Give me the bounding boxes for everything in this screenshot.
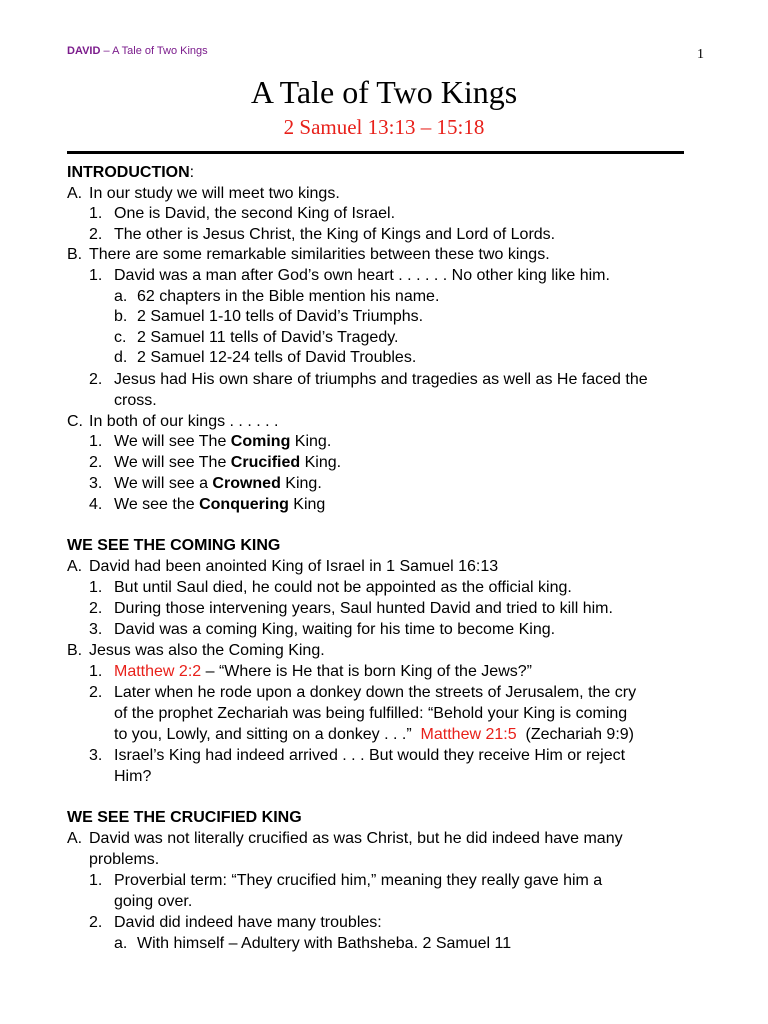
item-text: The other is Jesus Christ, the King of Kings and Lord of Lords.	[114, 226, 556, 243]
item-label: 1.	[89, 663, 103, 680]
item-text-pre: We will see a	[114, 475, 213, 492]
outline-item	[89, 473, 322, 494]
title-rule	[67, 151, 684, 154]
item-text: In our study we will meet two kings.	[89, 185, 340, 202]
item-text: Later when he rode upon a donkey down the streets of Jerusalem, the cry	[114, 684, 637, 701]
outline-item	[114, 286, 439, 307]
outline-item	[89, 452, 341, 473]
outline-continuation: problems.	[89, 851, 160, 868]
item-text-bold: Crucified	[230, 454, 301, 471]
item-text-pre: We will see The	[114, 433, 231, 450]
item-text: David had been anointed King of Israel in 1 Samuel 16:13	[89, 558, 499, 575]
outline-item	[89, 598, 613, 619]
item-text-post: King.	[300, 454, 342, 471]
item-text: David did indeed have many troubles:	[114, 914, 382, 931]
item-label: a.	[114, 288, 128, 305]
item-text: – “Where is He that is born King of the Jews?”	[201, 663, 532, 680]
item-text-bold: Conquering	[199, 496, 289, 513]
item-text: But until Saul died, he could not be appointed as the official king.	[114, 579, 572, 596]
item-text: There are some remarkable similarities between these two kings.	[89, 246, 550, 263]
item-text: Israel’s King had indeed arrived . . . But would they receive Him or reject	[114, 747, 626, 764]
item-label: 4.	[89, 496, 103, 513]
outline-item	[67, 556, 498, 577]
heading-colon: :	[189, 164, 195, 181]
item-label: c.	[114, 329, 127, 346]
item-text: Jesus was also the Coming King.	[89, 642, 325, 659]
item-text-pre: We see the	[114, 496, 200, 513]
item-label: 3.	[89, 621, 103, 638]
item-text: Jesus had His own share of triumphs and tragedies as well as He faced the	[114, 371, 648, 388]
item-text: David was a man after God’s own heart . . . . . . No other king like him.	[114, 267, 610, 284]
heading-text: INTRODUCTION	[67, 164, 190, 181]
item-text: 62 chapters in the Bible mention his name.	[137, 288, 440, 305]
running-header	[67, 45, 208, 57]
outline-item	[67, 244, 550, 265]
outline-item	[67, 411, 278, 432]
item-label: 3.	[89, 475, 103, 492]
item-text: (Zechariah 9:9)	[516, 726, 634, 743]
item-text-post: King.	[290, 433, 332, 450]
item-text: 2 Samuel 1-10 tells of David’s Triumphs.	[137, 308, 424, 325]
section-heading-introduction	[67, 162, 194, 183]
outline-item	[89, 494, 325, 515]
item-text: During those intervening years, Saul hunted David and tried to kill him.	[114, 600, 613, 617]
item-text: to you, Lowly, and sitting on a donkey . . .”	[114, 726, 421, 743]
running-header-name: DAVID	[67, 45, 101, 57]
section-heading-coming-king: WE SEE THE COMING KING	[67, 537, 281, 554]
item-text: In both of our kings . . . . . .	[89, 413, 279, 430]
outline-continuation	[114, 724, 634, 745]
page-number: 1	[697, 47, 704, 62]
outline-item	[89, 431, 331, 452]
running-header-title: A Tale of Two Kings	[112, 45, 208, 57]
item-label: A.	[67, 185, 83, 202]
item-label: C.	[67, 413, 83, 430]
item-label: B.	[67, 246, 83, 263]
outline-item	[89, 619, 555, 640]
outline-continuation: Him?	[114, 768, 152, 785]
outline-item	[89, 870, 602, 891]
item-text: One is David, the second King of Israel.	[114, 205, 396, 222]
item-label: 2.	[89, 684, 103, 701]
item-label: A.	[67, 830, 83, 847]
outline-item	[89, 745, 625, 766]
outline-item	[67, 183, 340, 204]
item-label: 1.	[89, 205, 103, 222]
page-title: A Tale of Two Kings	[250, 74, 518, 110]
outline-item	[114, 327, 398, 348]
item-text: With himself – Adultery with Bathsheba. 2 Samuel 11	[137, 935, 512, 952]
item-label: b.	[114, 308, 128, 325]
item-label: 2.	[89, 371, 103, 388]
outline-item	[67, 640, 325, 661]
item-label: a.	[114, 935, 128, 952]
item-label: 1.	[89, 433, 103, 450]
item-label: 2.	[89, 454, 103, 471]
outline-continuation: of the prophet Zechariah was being fulfilled: “Behold your King is coming	[114, 705, 628, 722]
outline-item	[67, 828, 623, 849]
page-subtitle: 2 Samuel 13:13 – 15:18	[283, 115, 485, 139]
section-heading-crucified-king: WE SEE THE CRUCIFIED KING	[67, 809, 302, 826]
outline-item	[114, 347, 416, 368]
outline-item	[89, 369, 648, 390]
outline-continuation: going over.	[114, 893, 193, 910]
outline-item	[89, 661, 532, 682]
item-text-bold: Coming	[230, 433, 291, 450]
item-label: 3.	[89, 747, 103, 764]
item-label: 2.	[89, 914, 103, 931]
item-text-post: King.	[280, 475, 322, 492]
outline-item	[114, 933, 511, 954]
running-header-sep: –	[103, 45, 110, 57]
item-label: 1.	[89, 579, 103, 596]
item-text: Proverbial term: “They crucified him,” meaning they really gave him a	[114, 872, 603, 889]
item-text-pre: We will see The	[114, 454, 231, 471]
item-label: A.	[67, 558, 83, 575]
item-text-bold: Crowned	[212, 475, 281, 492]
outline-item	[89, 577, 572, 598]
outline-item	[89, 912, 382, 933]
scripture-reference: Matthew 21:5	[420, 726, 517, 743]
item-label: 1.	[89, 872, 103, 889]
item-text: 2 Samuel 11 tells of David’s Tragedy.	[137, 329, 399, 346]
scripture-reference: Matthew 2:2	[114, 663, 202, 680]
item-label: 2.	[89, 226, 103, 243]
item-label: d.	[114, 349, 128, 366]
outline-item	[114, 306, 423, 327]
item-label: 1.	[89, 267, 103, 284]
item-text: David was a coming King, waiting for his time to become King.	[114, 621, 556, 638]
outline-item	[89, 265, 610, 286]
outline-continuation: cross.	[114, 392, 157, 409]
outline-item	[89, 203, 395, 224]
item-text: 2 Samuel 12-24 tells of David Troubles.	[137, 349, 417, 366]
item-label: 2.	[89, 600, 103, 617]
item-label: B.	[67, 642, 83, 659]
outline-item	[89, 682, 636, 703]
item-text-post: King	[288, 496, 326, 513]
outline-item	[89, 224, 555, 245]
item-text: David was not literally crucified as was Christ, but he did indeed have many	[89, 830, 623, 847]
